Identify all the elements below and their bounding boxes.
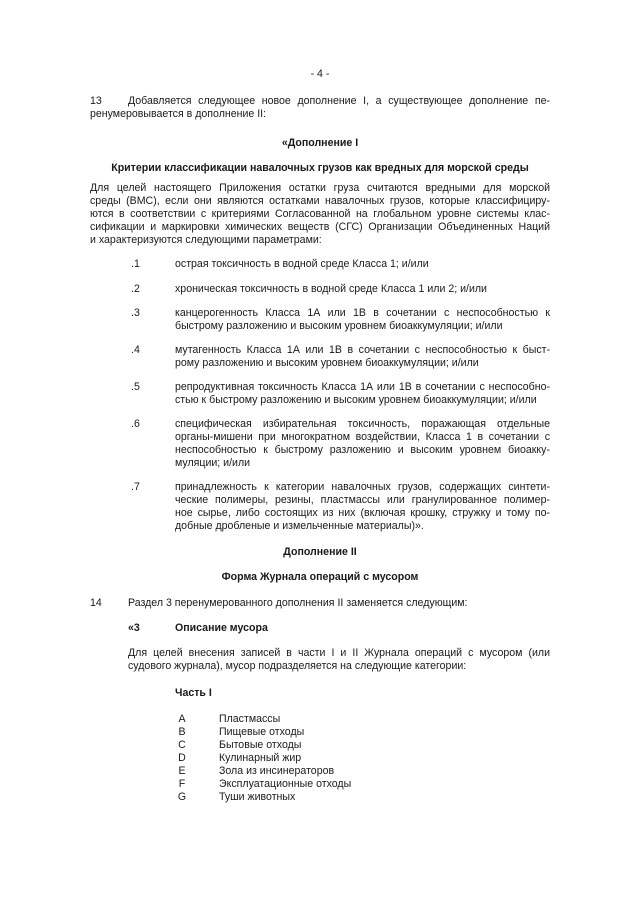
criterion-line: канцерогенность Класса 1А или 1В в сочетании с неспособностью к: [175, 307, 550, 319]
criterion-line: специфическая избирательная токсичность, поражающая отдельные: [175, 418, 550, 430]
appendix-2-title: Форма Журнала операций с мусором: [221, 571, 419, 583]
category-name: Эксплуатационные отходы: [219, 778, 352, 790]
section-3-number: «3: [128, 622, 140, 634]
criterion-line: острая токсичность в водной среде Класса 1; и/или: [175, 258, 429, 270]
section-3-intro-line: судового журнала), мусор подразделяется на следующие категории:: [128, 660, 467, 672]
page-number: - 4 -: [310, 68, 330, 80]
criterion-line: быстрому разложению и высоким уровнем биоаккумуляции; и/или: [175, 320, 503, 332]
category-code: E: [178, 765, 186, 777]
criterion-line: стью к быстрому разложению и высоким уровнем биоаккумуляции; и/или: [175, 394, 537, 406]
category-name: Зола из инсинераторов: [219, 765, 335, 777]
category-code: A: [178, 713, 186, 725]
item-13-number: 13: [90, 95, 102, 107]
item-14-text: Раздел 3 перенумерованного дополнения II заменяется следующим:: [128, 597, 468, 609]
intro-line: среды (ВМС), если они являются остатками навалочных грузов, которые классифициру-: [90, 195, 550, 207]
criterion-line: органы-мишени при многократном воздействии, Класса 1 в сочетании с: [175, 431, 550, 443]
category-code: C: [178, 739, 186, 751]
category-name: Пищевые отходы: [219, 726, 305, 738]
criterion-number: .4: [131, 344, 140, 356]
category-name: Туши животных: [219, 791, 296, 803]
intro-line: и характеризуются следующими параметрами:: [90, 234, 322, 246]
appendix-1-heading: «Дополнение I: [281, 137, 359, 149]
category-code: G: [177, 791, 187, 803]
criterion-line: принадлежность к категории навалочных грузов, содержащих синтети-: [175, 481, 550, 493]
category-name: Кулинарный жир: [219, 752, 302, 764]
category-code: B: [178, 726, 186, 738]
criterion-line: ческие полимеры, резины, пластмассы или гранулированное полимер-: [175, 494, 550, 506]
section-3-intro-line: Для целей внесения записей в части I и II Журнала операций с мусором (или: [128, 647, 550, 659]
criterion-number: .5: [131, 381, 140, 393]
category-name: Бытовые отходы: [219, 739, 302, 751]
criterion-line: муляции; и/или: [175, 457, 251, 469]
criterion-line: репродуктивная токсичность Класса 1А или 1В в сочетании с неспособно-: [175, 381, 550, 393]
item-14-number: 14: [90, 597, 102, 609]
category-name: Пластмассы: [219, 713, 281, 725]
item-13-line-1: Добавляется следующее новое дополнение I, а существующее дополнение пе-: [128, 95, 550, 107]
appendix-2-heading: Дополнение II: [283, 546, 357, 558]
intro-line: ются в соответствии с критериями Согласованной на глобальном уровне системы клас-: [90, 208, 550, 220]
criterion-number: .2: [131, 283, 140, 295]
criterion-line: мутагенность Класса 1А или 1В в сочетании с неспособностью к быст-: [175, 344, 550, 356]
section-3-title: Описание мусора: [175, 622, 268, 634]
criterion-line: неспособностью к быстрому разложению и высоким уровнем биоакку-: [175, 444, 550, 456]
criterion-line: хроническая токсичность в водной среде Класса 1 или 2; и/или: [175, 283, 487, 295]
appendix-1-title: Критерии классификации навалочных грузов как вредных для морской среды: [111, 162, 529, 174]
criterion-line: рому разложению и высоким уровнем биоаккумуляции; и/или: [175, 357, 479, 369]
item-13-line-2: ренумеровывается в дополнение II:: [90, 108, 267, 120]
criterion-line: добные дробленые и измельченные материалы)».: [175, 520, 424, 532]
category-code: D: [178, 752, 186, 764]
part-1-label: Часть I: [175, 687, 212, 699]
criterion-number: .7: [131, 481, 140, 493]
intro-line: сификации и маркировки химических веществ (СГС) Организации Объединенных Наций: [90, 221, 550, 233]
criterion-line: ное сырье, либо состоящих из них (включая крошку, стружку и тому по-: [175, 507, 550, 519]
category-code: F: [178, 778, 186, 790]
criterion-number: .3: [131, 307, 140, 319]
intro-line: Для целей настоящего Приложения остатки груза считаются вредными для морской: [90, 182, 550, 194]
criterion-number: .1: [131, 258, 140, 270]
criterion-number: .6: [131, 418, 140, 430]
